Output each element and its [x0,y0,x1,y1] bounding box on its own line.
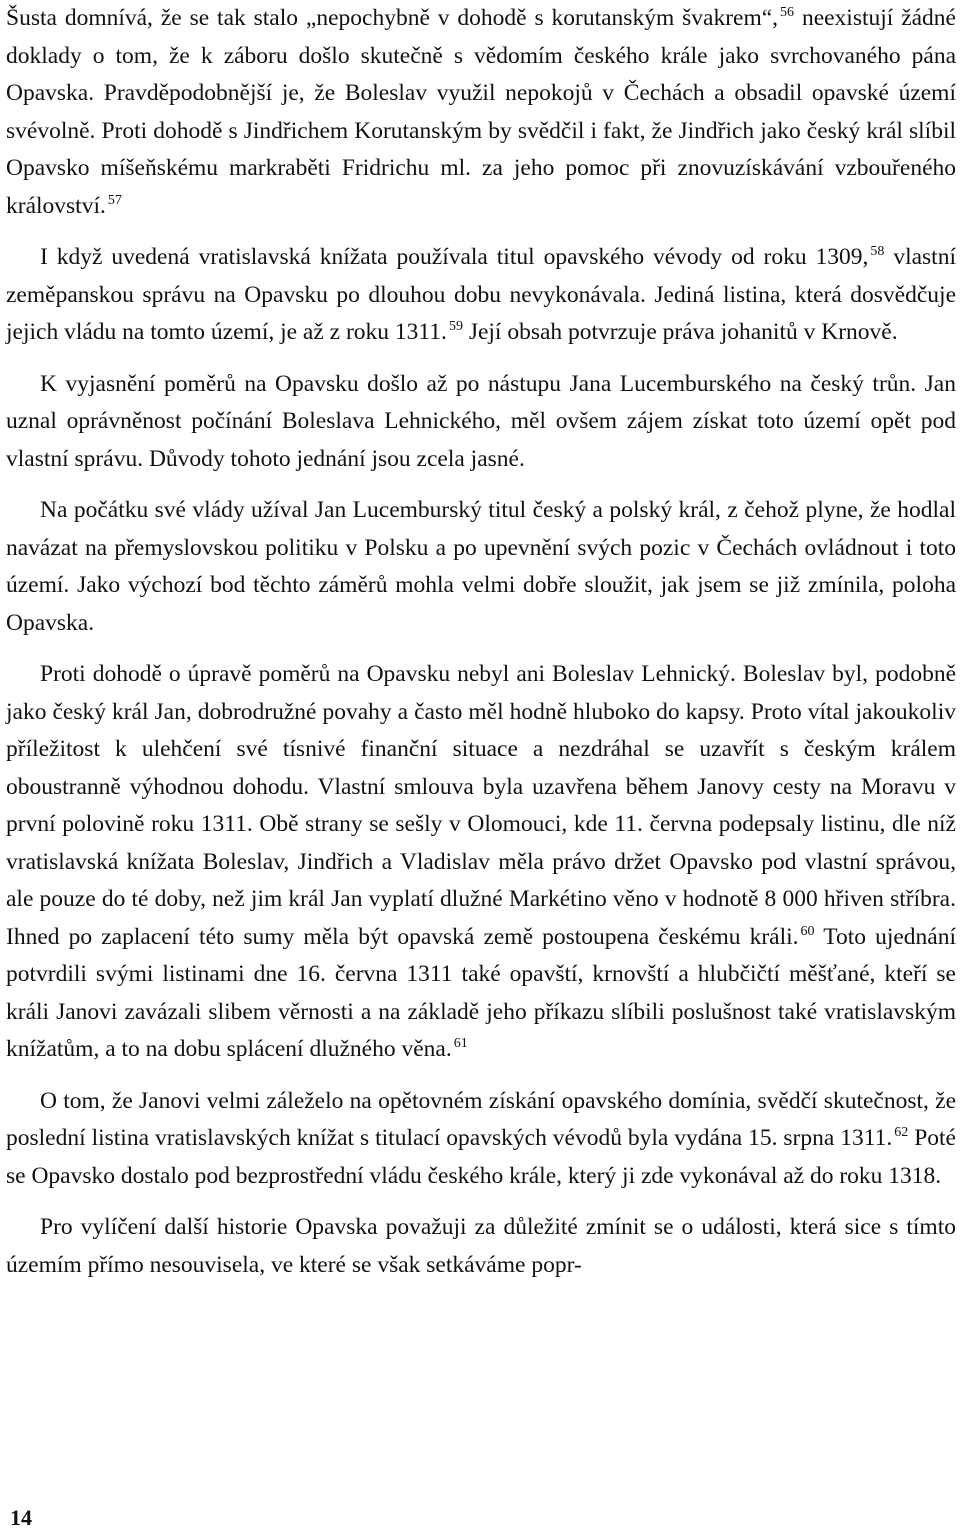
paragraph-text: Šusta domnívá, že se tak stalo „nepochybně v dohodě s korutanským švakrem“, [6,5,779,31]
paragraph-text: neexistují žádné doklady o tom, že k záboru došlo skutečně s vědomím českého krále jako svrchovaného pána Opavska. Pravděpodobnější je, že Boleslav využil nepokojů v Čechách a obsadil opavské území svévolně. Proti dohodě s Jindřichem Korutanským by svědčil i fakt, že Jindřich jako český král slíbil Opavsko míšeňskému markraběti Fridrichu ml. za jeho pomoc při znovuzískávání vzbouřeného království. [6,5,956,219]
paragraph-text: Na počátku své vlády užíval Jan Lucemburský titul český a polský král, z čehož plyne, že hodlal navázat na přemyslovskou politiku v Polsku a po upevnění svých pozic v Čechách ovládnout i toto území. Jako výchozí bod těchto záměrů mohla velmi dobře sloužit, jak jsem se již zmínila, poloha Opavska. [6,497,956,636]
paragraph-text: Její obsah potvrzuje práva johanitů v Krnově. [462,319,898,345]
paragraph-text: Proti dohodě o úpravě poměrů na Opavsku nebyl ani Boleslav Lehnický. Boleslav byl, podobně jako český král Jan, dobrodružné povahy a často měl hodně hluboko do kapsy. Proto vítal jakoukoliv příležitost k ulehčení své tísnivé finanční situace a nezdráhal se uzavřít s českým králem oboustranně výhodnou dohodu. Vlastní smlouva byla uzavřena během Janovy cesty na Moravu v první polovině roku 1311. Obě strany se sešly v Olomouci, kde 11. června podepsaly listinu, dle níž vratislavská knížata Boleslav, Jindřich a Vladislav měla právo držet Opavsko pod vlastní správou, ale pouze do té doby, než jim král Jan vyplatí dlužné Markétino věno v hodnotě 8 000 hřiven stříbra. Ihned po zaplacení této sumy měla být opavská země postoupena českému králi. [6,661,956,950]
footnote-marker: 56 [780,5,795,21]
footnote-marker: 60 [800,923,815,939]
footnote-marker: 59 [448,319,463,335]
paragraph-text: K vyjasnění poměrů na Opavsku došlo až po nástupu Jana Lucemburského na český trůn. Jan uznal oprávněnost počínání Boleslava Lehnického, měl ovšem zájem získat toto území opět pod vlastní správu. Důvody tohoto jednání jsou zcela jasné. [6,370,956,472]
footnote-marker: 62 [894,1125,909,1141]
paragraph-text: vlastní zeměpanskou správu na Opavsku po dlouhou dobu nevykonávala. Jediná listina, která dosvědčuje jejich vládu na tomto území, je až z roku 1311. [6,244,956,345]
paragraph-text: I když uvedená vratislavská knížata používala titul opavského vévody od roku 1309, [40,244,869,270]
paragraph [6,366,956,479]
page-number: 14 [10,1505,32,1530]
document-page [6,0,956,1284]
paragraph [6,656,956,1069]
paragraph [6,1209,956,1284]
paragraph [6,0,956,225]
footnote-marker: 61 [453,1036,468,1052]
paragraph [6,239,956,352]
footnote-marker: 57 [107,192,122,208]
paragraph [6,492,956,642]
paragraph-text: Pro vylíčení další historie Opavska považuji za důležité zmínit se o události, která sice s tímto územím přímo nesouvisela, ve které se však setkáváme popr- [6,1214,956,1278]
footnote-marker: 58 [870,244,885,260]
paragraph-text: Poté se Opavsko dostalo pod bezprostřední vládu českého krále, který ji zde vykonával až do roku 1318. [6,1125,956,1189]
paragraph-text: Toto ujednání potvrdili svými listinami dne 16. června 1311 také opavští, krnovští a hlubčičtí měšťané, kteří se králi Janovi zavázali slibem věrnosti a na základě jeho příkazu slíbili poslušnost také vratislavským knížatům, a to na dobu splácení dlužného věna. [6,923,957,1062]
paragraph-text: O tom, že Janovi velmi záleželo na opětovném získání opavského domínia, svědčí skutečnost, že poslední listina vratislavských knížat s titulací opavských vévodů byla vydána 15. srpna 1311. [6,1087,956,1151]
paragraph [6,1083,956,1196]
